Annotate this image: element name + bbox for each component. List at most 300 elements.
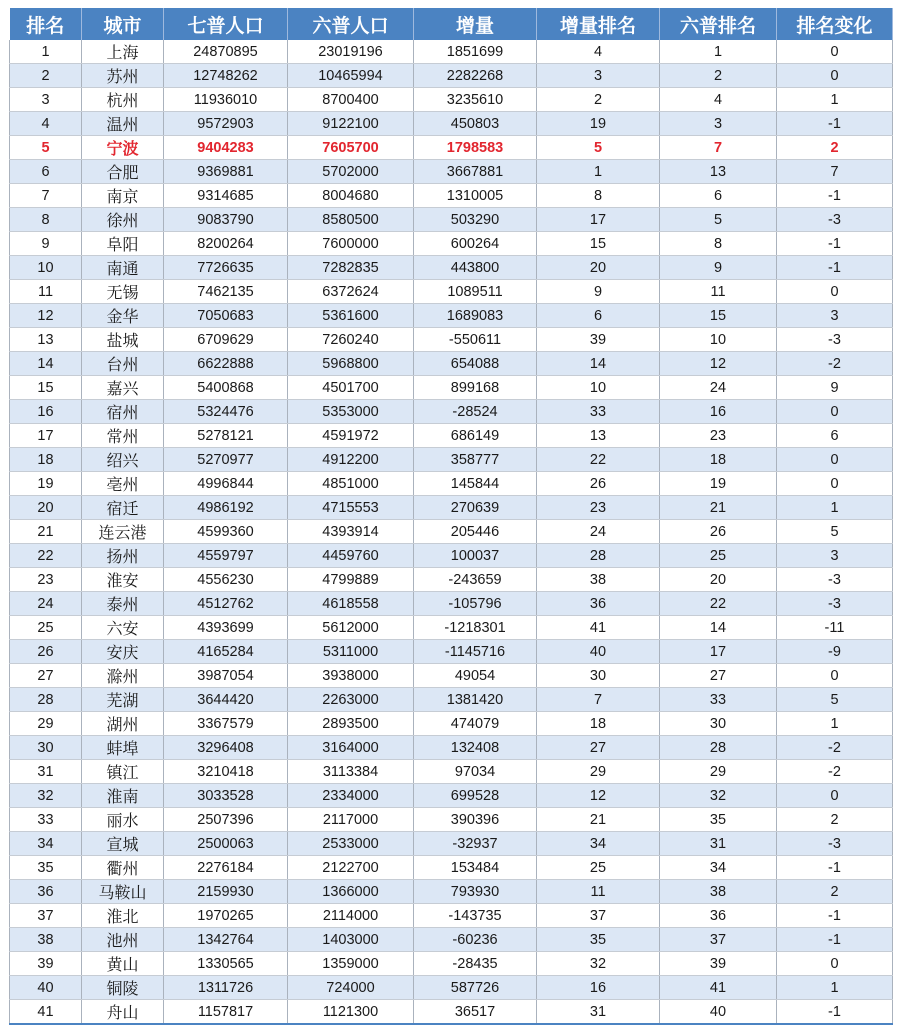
rank-change-cell: -3	[777, 208, 893, 232]
census6-cell: 23019196	[288, 40, 414, 64]
rank-change-cell: 1	[777, 712, 893, 736]
rank-change-cell: 0	[777, 40, 893, 64]
rank-change-cell: 6	[777, 424, 893, 448]
census6-rank-cell: 12	[660, 352, 777, 376]
rank-change-cell: -1	[777, 904, 893, 928]
increase-rank-cell: 36	[537, 592, 660, 616]
increase-cell: 474079	[414, 712, 537, 736]
table-row	[10, 976, 893, 1000]
rank-cell: 12	[10, 304, 82, 328]
increase-rank-cell: 28	[537, 544, 660, 568]
increase-cell: 1798583	[414, 136, 537, 160]
census7-cell: 11936010	[164, 88, 288, 112]
header-increase-rank: 增量排名	[537, 8, 660, 40]
rank-change-cell: -2	[777, 736, 893, 760]
increase-cell: 145844	[414, 472, 537, 496]
census6-cell: 2263000	[288, 688, 414, 712]
increase-cell: 3235610	[414, 88, 537, 112]
rank-change-cell: -2	[777, 352, 893, 376]
rank-change-cell: -11	[777, 616, 893, 640]
rank-change-cell: 7	[777, 160, 893, 184]
census6-cell: 5361600	[288, 304, 414, 328]
increase-cell: 699528	[414, 784, 537, 808]
census7-cell: 24870895	[164, 40, 288, 64]
census6-cell: 3938000	[288, 664, 414, 688]
census6-cell: 5311000	[288, 640, 414, 664]
header-rank: 排名	[10, 8, 82, 40]
header-increase: 增量	[414, 8, 537, 40]
rank-cell: 2	[10, 64, 82, 88]
rank-cell: 4	[10, 112, 82, 136]
table-row	[10, 640, 893, 664]
increase-cell: -143735	[414, 904, 537, 928]
census6-rank-cell: 33	[660, 688, 777, 712]
census7-cell: 5270977	[164, 448, 288, 472]
census7-cell: 6622888	[164, 352, 288, 376]
census6-rank-cell: 28	[660, 736, 777, 760]
city-cell: 镇江	[82, 760, 164, 784]
rank-cell: 13	[10, 328, 82, 352]
increase-cell: 899168	[414, 376, 537, 400]
census7-cell: 5400868	[164, 376, 288, 400]
census6-cell: 9122100	[288, 112, 414, 136]
increase-cell: 97034	[414, 760, 537, 784]
census6-rank-cell: 7	[660, 136, 777, 160]
table-row	[10, 328, 893, 352]
increase-rank-cell: 1	[537, 160, 660, 184]
census6-rank-cell: 2	[660, 64, 777, 88]
increase-rank-cell: 13	[537, 424, 660, 448]
rank-change-cell: 2	[777, 880, 893, 904]
increase-rank-cell: 5	[537, 136, 660, 160]
table-row	[10, 688, 893, 712]
census6-rank-cell: 35	[660, 808, 777, 832]
census6-cell: 4393914	[288, 520, 414, 544]
census6-cell: 3113384	[288, 760, 414, 784]
header-6th-census-rank: 六普排名	[660, 8, 777, 40]
rank-cell: 7	[10, 184, 82, 208]
census7-cell: 1330565	[164, 952, 288, 976]
city-cell: 徐州	[82, 208, 164, 232]
census7-cell: 7050683	[164, 304, 288, 328]
table-row	[10, 808, 893, 832]
header-7th-census-population: 七普人口	[164, 8, 288, 40]
increase-rank-cell: 23	[537, 496, 660, 520]
census7-cell: 4393699	[164, 616, 288, 640]
increase-rank-cell: 38	[537, 568, 660, 592]
rank-change-cell: -3	[777, 832, 893, 856]
rank-cell: 3	[10, 88, 82, 112]
census7-cell: 5278121	[164, 424, 288, 448]
rank-change-cell: 2	[777, 136, 893, 160]
city-cell: 滁州	[82, 664, 164, 688]
rank-change-cell: 0	[777, 472, 893, 496]
table-row	[10, 136, 893, 160]
city-cell: 连云港	[82, 520, 164, 544]
increase-cell: -60236	[414, 928, 537, 952]
city-cell: 宁波	[82, 136, 164, 160]
rank-cell: 28	[10, 688, 82, 712]
census7-cell: 2500063	[164, 832, 288, 856]
table-row	[10, 112, 893, 136]
census7-cell: 4165284	[164, 640, 288, 664]
rank-cell: 30	[10, 736, 82, 760]
table-row	[10, 352, 893, 376]
rank-cell: 8	[10, 208, 82, 232]
table-row	[10, 760, 893, 784]
census7-cell: 2276184	[164, 856, 288, 880]
increase-cell: 270639	[414, 496, 537, 520]
increase-cell: 132408	[414, 736, 537, 760]
increase-rank-cell: 30	[537, 664, 660, 688]
city-cell: 盐城	[82, 328, 164, 352]
increase-rank-cell: 17	[537, 208, 660, 232]
table-row	[10, 232, 893, 256]
table-row	[10, 40, 893, 64]
table-row	[10, 280, 893, 304]
census6-cell: 7605700	[288, 136, 414, 160]
city-cell: 台州	[82, 352, 164, 376]
rank-change-cell: -3	[777, 592, 893, 616]
census6-cell: 4799889	[288, 568, 414, 592]
rank-change-cell: 5	[777, 520, 893, 544]
increase-cell: 49054	[414, 664, 537, 688]
table-row	[10, 208, 893, 232]
rank-cell: 38	[10, 928, 82, 952]
city-cell: 铜陵	[82, 976, 164, 1000]
city-cell: 安庆	[82, 640, 164, 664]
census6-cell: 2533000	[288, 832, 414, 856]
census6-rank-cell: 19	[660, 472, 777, 496]
census6-cell: 1359000	[288, 952, 414, 976]
census6-cell: 4912200	[288, 448, 414, 472]
increase-rank-cell: 11	[537, 880, 660, 904]
increase-rank-cell: 16	[537, 976, 660, 1000]
census6-cell: 4715553	[288, 496, 414, 520]
increase-cell: -1145716	[414, 640, 537, 664]
census6-cell: 4618558	[288, 592, 414, 616]
increase-cell: 686149	[414, 424, 537, 448]
census6-cell: 1121300	[288, 1000, 414, 1025]
increase-rank-cell: 31	[537, 1000, 660, 1025]
city-cell: 舟山	[82, 1000, 164, 1025]
census6-rank-cell: 38	[660, 880, 777, 904]
census6-cell: 5353000	[288, 400, 414, 424]
census6-cell: 7600000	[288, 232, 414, 256]
census6-cell: 3164000	[288, 736, 414, 760]
increase-cell: -32937	[414, 832, 537, 856]
city-cell: 宿迁	[82, 496, 164, 520]
census7-cell: 3296408	[164, 736, 288, 760]
census6-rank-cell: 9	[660, 256, 777, 280]
census6-cell: 8700400	[288, 88, 414, 112]
census6-rank-cell: 3	[660, 112, 777, 136]
rank-change-cell: -2	[777, 760, 893, 784]
census7-cell: 9404283	[164, 136, 288, 160]
city-cell: 无锡	[82, 280, 164, 304]
city-cell: 绍兴	[82, 448, 164, 472]
table-row	[10, 400, 893, 424]
table-row	[10, 832, 893, 856]
census7-cell: 9572903	[164, 112, 288, 136]
rank-cell: 41	[10, 1000, 82, 1025]
census6-cell: 2114000	[288, 904, 414, 928]
increase-cell: 358777	[414, 448, 537, 472]
city-cell: 苏州	[82, 64, 164, 88]
table-row	[10, 424, 893, 448]
city-cell: 黄山	[82, 952, 164, 976]
census6-cell: 5612000	[288, 616, 414, 640]
increase-cell: 1089511	[414, 280, 537, 304]
census6-cell: 2122700	[288, 856, 414, 880]
increase-rank-cell: 3	[537, 64, 660, 88]
increase-cell: 205446	[414, 520, 537, 544]
increase-cell: -28435	[414, 952, 537, 976]
census7-cell: 4599360	[164, 520, 288, 544]
increase-rank-cell: 34	[537, 832, 660, 856]
city-cell: 温州	[82, 112, 164, 136]
rank-cell: 1	[10, 40, 82, 64]
rank-cell: 14	[10, 352, 82, 376]
census7-cell: 6709629	[164, 328, 288, 352]
city-cell: 常州	[82, 424, 164, 448]
rank-change-cell: -3	[777, 328, 893, 352]
census6-cell: 4459760	[288, 544, 414, 568]
census6-rank-cell: 20	[660, 568, 777, 592]
table-row	[10, 472, 893, 496]
census6-rank-cell: 29	[660, 760, 777, 784]
rank-cell: 21	[10, 520, 82, 544]
increase-rank-cell: 15	[537, 232, 660, 256]
census6-cell: 724000	[288, 976, 414, 1000]
table-row	[10, 664, 893, 688]
table-row	[10, 448, 893, 472]
rank-change-cell: -1	[777, 184, 893, 208]
city-cell: 六安	[82, 616, 164, 640]
census7-cell: 3644420	[164, 688, 288, 712]
census6-cell: 1366000	[288, 880, 414, 904]
census7-cell: 3987054	[164, 664, 288, 688]
city-cell: 嘉兴	[82, 376, 164, 400]
census7-cell: 2507396	[164, 808, 288, 832]
table-row	[10, 592, 893, 616]
census6-rank-cell: 36	[660, 904, 777, 928]
rank-cell: 18	[10, 448, 82, 472]
census6-cell: 7282835	[288, 256, 414, 280]
census6-rank-cell: 10	[660, 328, 777, 352]
census7-cell: 1311726	[164, 976, 288, 1000]
city-cell: 亳州	[82, 472, 164, 496]
city-cell: 南京	[82, 184, 164, 208]
table-row	[10, 616, 893, 640]
rank-cell: 31	[10, 760, 82, 784]
increase-rank-cell: 6	[537, 304, 660, 328]
increase-cell: 587726	[414, 976, 537, 1000]
increase-cell: 793930	[414, 880, 537, 904]
increase-rank-cell: 4	[537, 40, 660, 64]
table-row	[10, 928, 893, 952]
census7-cell: 2159930	[164, 880, 288, 904]
rank-change-cell: 2	[777, 808, 893, 832]
census6-rank-cell: 11	[660, 280, 777, 304]
census6-rank-cell: 32	[660, 784, 777, 808]
rank-change-cell: 0	[777, 448, 893, 472]
rank-cell: 11	[10, 280, 82, 304]
census7-cell: 4996844	[164, 472, 288, 496]
increase-rank-cell: 19	[537, 112, 660, 136]
rank-cell: 33	[10, 808, 82, 832]
increase-cell: 503290	[414, 208, 537, 232]
census6-cell: 5968800	[288, 352, 414, 376]
rank-cell: 39	[10, 952, 82, 976]
increase-rank-cell: 18	[537, 712, 660, 736]
census6-cell: 5702000	[288, 160, 414, 184]
census6-rank-cell: 40	[660, 1000, 777, 1025]
rank-change-cell: -1	[777, 256, 893, 280]
census6-cell: 2117000	[288, 808, 414, 832]
increase-rank-cell: 9	[537, 280, 660, 304]
increase-cell: 443800	[414, 256, 537, 280]
city-cell: 池州	[82, 928, 164, 952]
rank-cell: 26	[10, 640, 82, 664]
rank-cell: 32	[10, 784, 82, 808]
table-row	[10, 880, 893, 904]
census7-cell: 4559797	[164, 544, 288, 568]
rank-change-cell: 1	[777, 496, 893, 520]
increase-rank-cell: 35	[537, 928, 660, 952]
increase-cell: 1310005	[414, 184, 537, 208]
increase-cell: 2282268	[414, 64, 537, 88]
census6-rank-cell: 24	[660, 376, 777, 400]
census7-cell: 1970265	[164, 904, 288, 928]
table-row	[10, 184, 893, 208]
census7-cell: 3033528	[164, 784, 288, 808]
table-row	[10, 256, 893, 280]
census6-rank-cell: 16	[660, 400, 777, 424]
increase-rank-cell: 21	[537, 808, 660, 832]
rank-change-cell: 0	[777, 280, 893, 304]
increase-cell: 1381420	[414, 688, 537, 712]
rank-cell: 9	[10, 232, 82, 256]
rank-cell: 35	[10, 856, 82, 880]
rank-cell: 17	[10, 424, 82, 448]
increase-cell: 600264	[414, 232, 537, 256]
table-row	[10, 160, 893, 184]
census6-rank-cell: 14	[660, 616, 777, 640]
census6-cell: 7260240	[288, 328, 414, 352]
city-cell: 淮安	[82, 568, 164, 592]
increase-rank-cell: 40	[537, 640, 660, 664]
census6-cell: 4591972	[288, 424, 414, 448]
city-cell: 扬州	[82, 544, 164, 568]
increase-rank-cell: 39	[537, 328, 660, 352]
rank-cell: 23	[10, 568, 82, 592]
rank-cell: 34	[10, 832, 82, 856]
census6-cell: 4851000	[288, 472, 414, 496]
census6-rank-cell: 15	[660, 304, 777, 328]
increase-cell: 100037	[414, 544, 537, 568]
rank-change-cell: 1	[777, 88, 893, 112]
city-cell: 南通	[82, 256, 164, 280]
rank-change-cell: 3	[777, 544, 893, 568]
census7-cell: 7462135	[164, 280, 288, 304]
census6-cell: 8004680	[288, 184, 414, 208]
census6-rank-cell: 17	[660, 640, 777, 664]
increase-cell: 3667881	[414, 160, 537, 184]
census6-rank-cell: 1	[660, 40, 777, 64]
census7-cell: 3210418	[164, 760, 288, 784]
table-row	[10, 784, 893, 808]
increase-cell: 1689083	[414, 304, 537, 328]
census6-rank-cell: 13	[660, 160, 777, 184]
census7-cell: 4556230	[164, 568, 288, 592]
census6-rank-cell: 25	[660, 544, 777, 568]
rank-change-cell: 5	[777, 688, 893, 712]
rank-change-cell: 0	[777, 664, 893, 688]
increase-rank-cell: 32	[537, 952, 660, 976]
census6-rank-cell: 4	[660, 88, 777, 112]
census7-cell: 9314685	[164, 184, 288, 208]
rank-cell: 27	[10, 664, 82, 688]
census7-cell: 1157817	[164, 1000, 288, 1025]
rank-change-cell: 0	[777, 64, 893, 88]
table-row	[10, 904, 893, 928]
rank-change-cell: 9	[777, 376, 893, 400]
city-cell: 上海	[82, 40, 164, 64]
census7-cell: 5324476	[164, 400, 288, 424]
city-cell: 阜阳	[82, 232, 164, 256]
increase-cell: -550611	[414, 328, 537, 352]
rank-change-cell: 3	[777, 304, 893, 328]
census7-cell: 9083790	[164, 208, 288, 232]
table-row	[10, 496, 893, 520]
rank-cell: 25	[10, 616, 82, 640]
census7-cell: 4986192	[164, 496, 288, 520]
census6-cell: 4501700	[288, 376, 414, 400]
rank-change-cell: 0	[777, 784, 893, 808]
rank-cell: 20	[10, 496, 82, 520]
rank-cell: 22	[10, 544, 82, 568]
header-city: 城市	[82, 8, 164, 40]
census7-cell: 7726635	[164, 256, 288, 280]
census6-rank-cell: 22	[660, 592, 777, 616]
increase-cell: 450803	[414, 112, 537, 136]
population-ranking-table	[9, 8, 893, 1025]
increase-rank-cell: 25	[537, 856, 660, 880]
table-row	[10, 856, 893, 880]
rank-change-cell: -1	[777, 112, 893, 136]
census6-rank-cell: 31	[660, 832, 777, 856]
increase-rank-cell: 33	[537, 400, 660, 424]
increase-cell: 153484	[414, 856, 537, 880]
city-cell: 蚌埠	[82, 736, 164, 760]
increase-rank-cell: 7	[537, 688, 660, 712]
census7-cell: 4512762	[164, 592, 288, 616]
census6-rank-cell: 8	[660, 232, 777, 256]
table-row	[10, 712, 893, 736]
table-row	[10, 304, 893, 328]
increase-rank-cell: 29	[537, 760, 660, 784]
increase-rank-cell: 8	[537, 184, 660, 208]
census7-cell: 9369881	[164, 160, 288, 184]
increase-rank-cell: 37	[537, 904, 660, 928]
increase-cell: 654088	[414, 352, 537, 376]
rank-cell: 6	[10, 160, 82, 184]
census6-rank-cell: 37	[660, 928, 777, 952]
rank-cell: 10	[10, 256, 82, 280]
increase-cell: 1851699	[414, 40, 537, 64]
census6-rank-cell: 41	[660, 976, 777, 1000]
